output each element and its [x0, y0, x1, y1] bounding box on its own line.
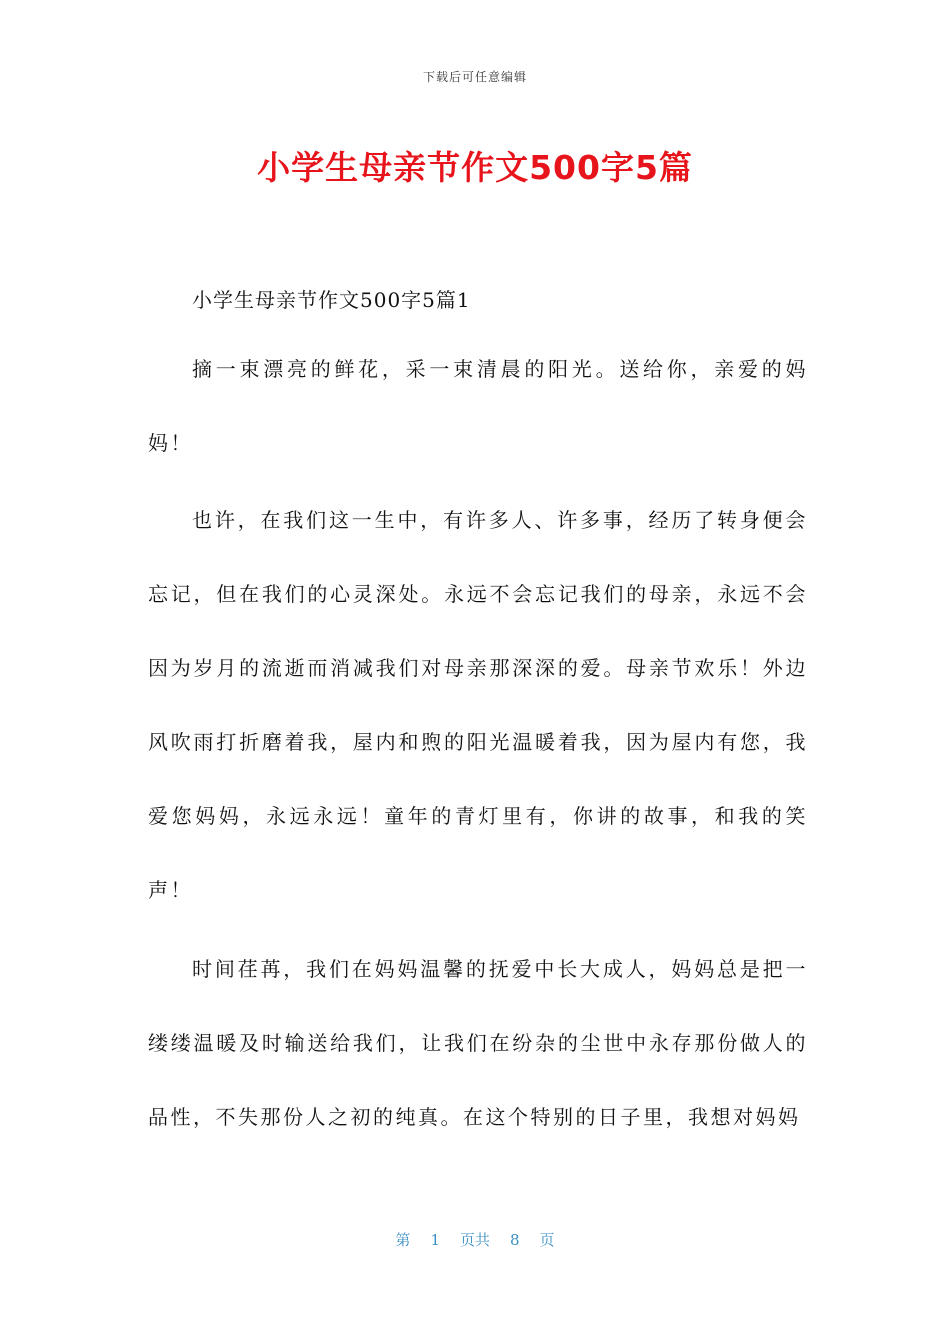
document-title: 小学生母亲节作文500字5篇 [257, 148, 693, 187]
paragraph-3: 时间荏苒，我们在妈妈温馨的抚爱中长大成人，妈妈总是把一缕缕温暖及时输送给我们，让我们在纷杂的尘世中永存那份做人的品性，不失那份人之初的纯真。在这个特别的日子里，我想对妈妈 [148, 957, 808, 1129]
footer-suffix: 页 [539, 1231, 555, 1249]
footer-prefix: 第 [395, 1231, 411, 1249]
footer-total-pages: 8 [510, 1231, 520, 1249]
footer-middle: 页共 [459, 1231, 490, 1249]
header-note: 下载后可任意编辑 [422, 70, 527, 84]
footer-page-number: 1 [430, 1231, 440, 1249]
page-footer [0, 1229, 950, 1250]
paragraph-1: 摘一束漂亮的鲜花，采一束清晨的阳光。送给你，亲爱的妈妈！ [148, 357, 808, 455]
section-heading: 小学生母亲节作文500字5篇1 [192, 288, 471, 312]
paragraph-2: 也许，在我们这一生中，有许多人、许多事，经历了转身便会忘记，但在我们的心灵深处。永远不会忘记我们的母亲，永远不会因为岁月的流逝而消减我们对母亲那深深的爱。母亲节欢乐！外边风吹雨打折磨着我，屋内和煦的阳光温暖着我，因为屋内有您，我爱您妈妈，永远永远！童年的青灯里有，你讲的故事，和我的笑声！ [148, 508, 808, 902]
